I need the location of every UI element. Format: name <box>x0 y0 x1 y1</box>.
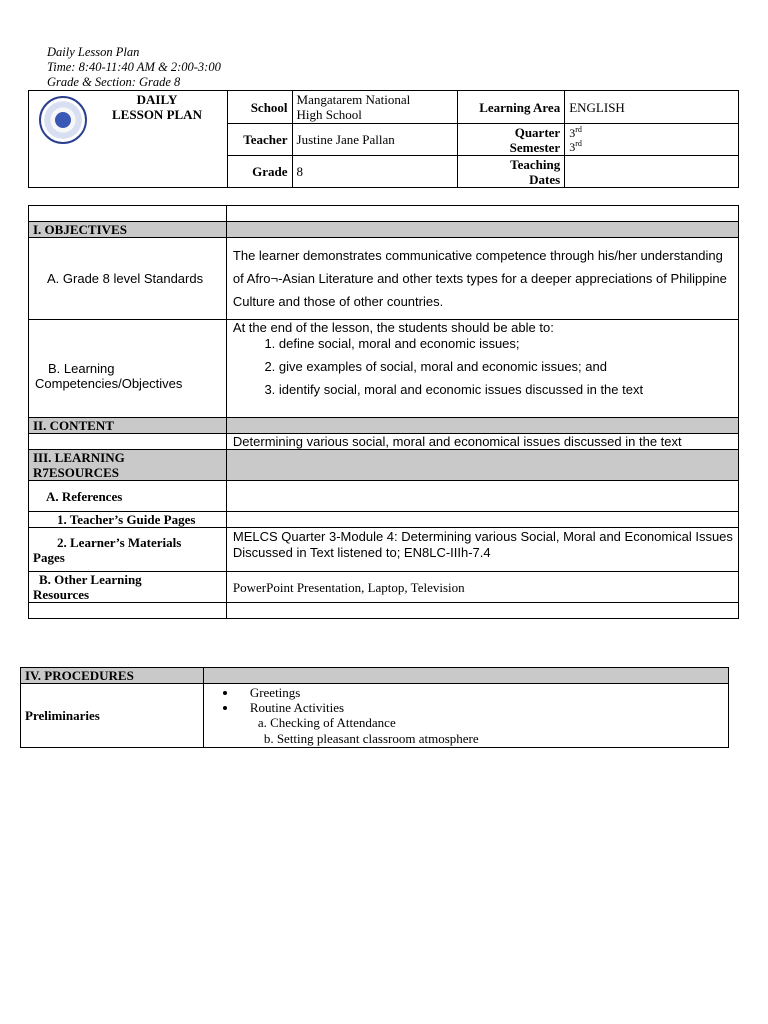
learners-materials-label <box>29 528 227 572</box>
blank-cell <box>226 481 738 512</box>
teaching-dates-line2: Dates <box>529 171 561 187</box>
school-value-line2: High School <box>296 107 362 122</box>
resources-heading-line1: III. LEARNING <box>33 450 125 465</box>
quarter-semester-value <box>565 124 739 156</box>
learning-area-label: Learning Area <box>458 91 565 124</box>
dlp-title-line2: LESSON PLAN <box>112 107 202 122</box>
semester-sup: rd <box>575 138 582 148</box>
other-resources-line1: B. Other Learning <box>39 572 142 587</box>
school-value <box>292 91 458 124</box>
other-resources-label <box>29 572 227 603</box>
blank-cell <box>226 512 738 528</box>
references-label: A. References <box>29 481 227 512</box>
competencies-intro: At the end of the lesson, the students should be able to: <box>232 320 554 335</box>
list-item: 3. identify social, moral and economic issues discussed in the text <box>279 378 734 401</box>
learning-area-value: ENGLISH <box>565 91 739 124</box>
list-item: 2. give examples of social, moral and economic issues; and <box>279 355 734 378</box>
blank-cell <box>29 206 227 222</box>
competencies-label <box>29 320 227 418</box>
blank-cell <box>29 603 227 619</box>
dlp-title <box>98 92 216 122</box>
other-resources-text: PowerPoint Presentation, Laptop, Television <box>226 572 738 603</box>
teachers-guide-label: 1. Teacher’s Guide Pages <box>29 512 227 528</box>
preliminaries-label: Preliminaries <box>21 684 204 748</box>
list-item: • Routine Activities <box>238 700 724 715</box>
teaching-dates-line1: Teaching <box>510 156 561 172</box>
learners-materials-text: MELCS Quarter 3-Module 4: Determining various Social, Moral and Economical Issues Discussed in Text listened to; EN8LC-IIIh-7.4 <box>226 528 738 572</box>
doc-grade-section: Grade & Section: Grade 8 <box>47 75 181 89</box>
procedures-table <box>20 667 729 748</box>
other-resources-line2: Resources <box>33 587 90 602</box>
standards-label: A. Grade 8 level Standards <box>29 238 227 320</box>
gray-cell <box>203 668 728 684</box>
school-value-line1: Mangatarem National <box>296 92 411 107</box>
resources-heading <box>29 450 227 481</box>
procedures-heading: IV. PROCEDURES <box>21 668 204 684</box>
teacher-value: Justine Jane Pallan <box>292 124 458 156</box>
preliminaries-cell <box>203 684 728 748</box>
learners-materials-line2: Pages <box>33 549 65 565</box>
deped-seal-icon <box>39 96 87 144</box>
gray-cell <box>226 418 738 434</box>
document-header <box>47 45 221 90</box>
competencies-label-line2: Competencies/Objectives <box>35 375 183 391</box>
list-item: • Greetings <box>238 685 724 700</box>
grade-label: Grade <box>227 156 292 188</box>
teacher-label: Teacher <box>227 124 292 156</box>
doc-time: Time: 8:40-11:40 AM & 2:00-3:00 <box>47 60 221 74</box>
quarter-semester-label <box>458 124 565 156</box>
teaching-dates-label <box>458 156 565 188</box>
blank-cell <box>226 603 738 619</box>
sub-item-b: b. Setting pleasant classroom atmosphere <box>263 731 479 746</box>
semester-label: Semester <box>509 139 561 155</box>
school-label: School <box>227 91 292 124</box>
content-heading: II. CONTENT <box>29 418 227 434</box>
standards-text: The learner demonstrates communicative competence through his/her understanding of Afro¬-Asian Literature and other texts types for a deeper appreciations of Philippine Culture and those of other countries. <box>226 238 738 320</box>
sub-item-a: a. Checking of Attendance <box>257 715 396 730</box>
learners-materials-line1: 2. Learner’s Materials <box>57 534 182 550</box>
blank-cell <box>29 434 227 450</box>
dlp-title-line1: DAILY <box>136 92 178 107</box>
doc-title: Daily Lesson Plan <box>47 45 140 59</box>
grade-value: 8 <box>292 156 458 188</box>
blank-cell <box>226 206 738 222</box>
quarter-sup: rd <box>575 124 582 134</box>
content-text: Determining various social, moral and economical issues discussed in the text <box>226 434 738 450</box>
resources-heading-line2: R7ESOURCES <box>33 465 119 480</box>
gray-cell <box>226 222 738 238</box>
competencies-cell <box>226 320 738 418</box>
quarter-value: 3 <box>569 125 576 140</box>
semester-value: 3 <box>569 139 576 154</box>
quarter-label: Quarter <box>514 124 561 140</box>
preliminaries-list <box>208 685 724 715</box>
teaching-dates-value <box>565 156 739 188</box>
objectives-table <box>28 205 739 619</box>
objectives-heading: I. OBJECTIVES <box>29 222 227 238</box>
gray-cell <box>226 450 738 481</box>
competencies-label-line1: B. Learning <box>48 360 115 376</box>
list-item: 1. define social, moral and economic issues; <box>279 332 734 355</box>
competencies-list <box>233 332 734 401</box>
